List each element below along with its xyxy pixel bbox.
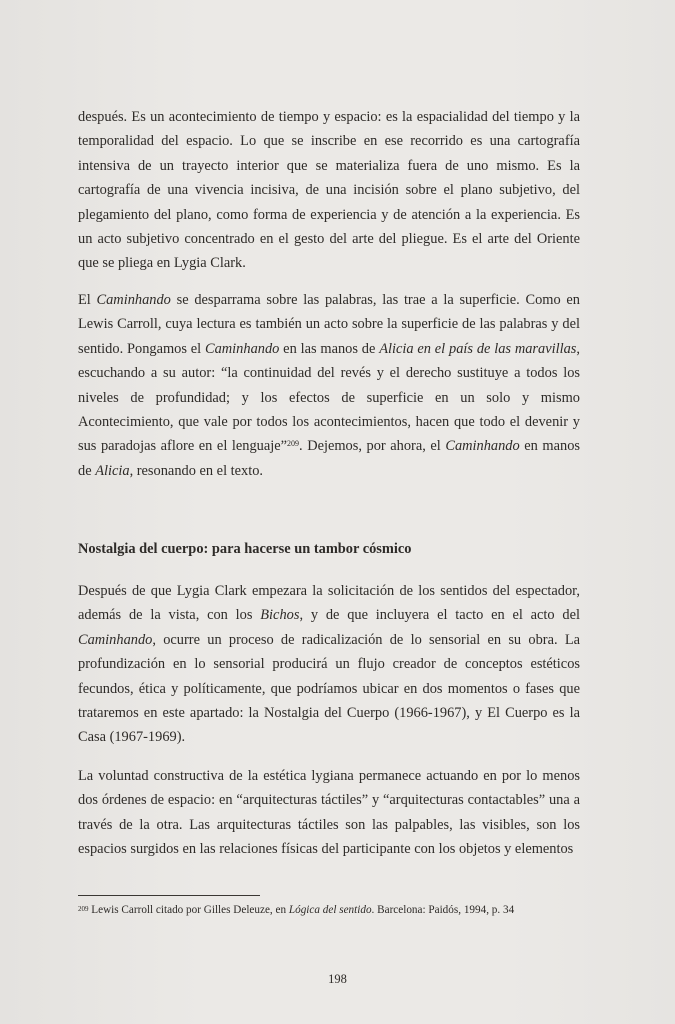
footnote-number: 209 [78, 905, 89, 913]
footnote-reference: 209 [287, 439, 300, 449]
italic-title-bichos: Bichos [260, 607, 300, 624]
footnote-text: . Barcelona: Paidós, 1994, p. 34 [371, 904, 515, 916]
text-run: , y de que incluyera el tacto en el acto del [299, 607, 580, 624]
footnote [78, 902, 514, 918]
footnote-text: Lewis Carroll citado por Gilles Deleuze, en [88, 904, 289, 916]
italic-title-caminhando: Caminhando [78, 631, 153, 648]
footnote-divider [78, 895, 260, 896]
text-run: se desparrama sobre las palabras, las trae a la superficie. Como en Lewis Carroll, cuya lectura es también un acto sobre la superficie de las palabras y del sentido. Pongamos el [78, 292, 580, 357]
text-run: , ocurre un proceso de radicalización de lo sensorial en su obra. La profundización en lo sensorial producirá un flujo creador de conceptos estéticos fecundos, ética y políticamente, que podríamos ubicar en dos momentos o fases que trataremos en este apartado: la Nostalgia del Cuerpo (1966-1967), y El Cuerpo es la Casa (1967-1969). [78, 631, 580, 746]
italic-title-caminhando: Caminhando [445, 438, 520, 455]
paragraph-3 [78, 579, 580, 750]
text-run: Después de que Lygia Clark empezara la solicitación de los sentidos del espectador, además de la vista, con los [78, 583, 580, 624]
italic-title-caminhando: Caminhando [205, 340, 280, 357]
page-number: 198 [328, 972, 347, 986]
footnote-book-title: Lógica del sentido [288, 904, 372, 916]
text-run: . Dejemos, por ahora, el [299, 438, 446, 455]
text-run: en las manos de [279, 340, 380, 357]
paragraph-1: después. Es un acontecimiento de tiempo y espacio: es la espacialidad del tiempo y la temporalidad del espacio. Lo que se inscribe en ese recorrido es una cartografía intensiva de un trayecto interior que se materializa fuera de uno mismo. Es la cartografía de una vivencia incisiva, de una incisión sobre el plano subjetivo, del plegamiento del plano, como forma de experiencia y de atención a la experiencia. Es un acto subjetivo concentrado en el gesto del arte del pliegue. Es el arte del Oriente que se pliega en Lygia Clark. [78, 109, 580, 272]
text-run: en manos de [78, 438, 580, 479]
italic-title-alicia: Alicia [95, 462, 130, 479]
text-run: El [78, 292, 97, 308]
paragraph-4: La voluntad constructiva de la estética lygiana permanece actuando en por lo menos dos órdenes de espacio: en “arquitecturas táctiles” y “arquitecturas contactables” una a través de la otra. Las arquitecturas táctiles son las palpables, las visibles, son los espacios surgidos en las relaciones físicas del participante con los objetos y elementos [78, 768, 580, 858]
italic-title-alicia-maravillas: Alicia en el país de las maravillas [379, 340, 577, 357]
text-run: , escuchando a su autor: “la continuidad del revés y el derecho sustituye a todos los niveles de profundidad; y los efectos de superficie en un solo y mismo Acontecimiento, que vale por todos los acontecimientos, hacen que todo el devenir y sus paradojas aflore en el lenguaje” [78, 340, 581, 455]
italic-title-caminhando: Caminhando [96, 292, 171, 308]
paragraph-2 [78, 288, 580, 483]
text-run: , resonando en el texto. [129, 462, 264, 479]
section-heading: Nostalgia del cuerpo: para hacerse un tambor cósmico [78, 541, 412, 557]
